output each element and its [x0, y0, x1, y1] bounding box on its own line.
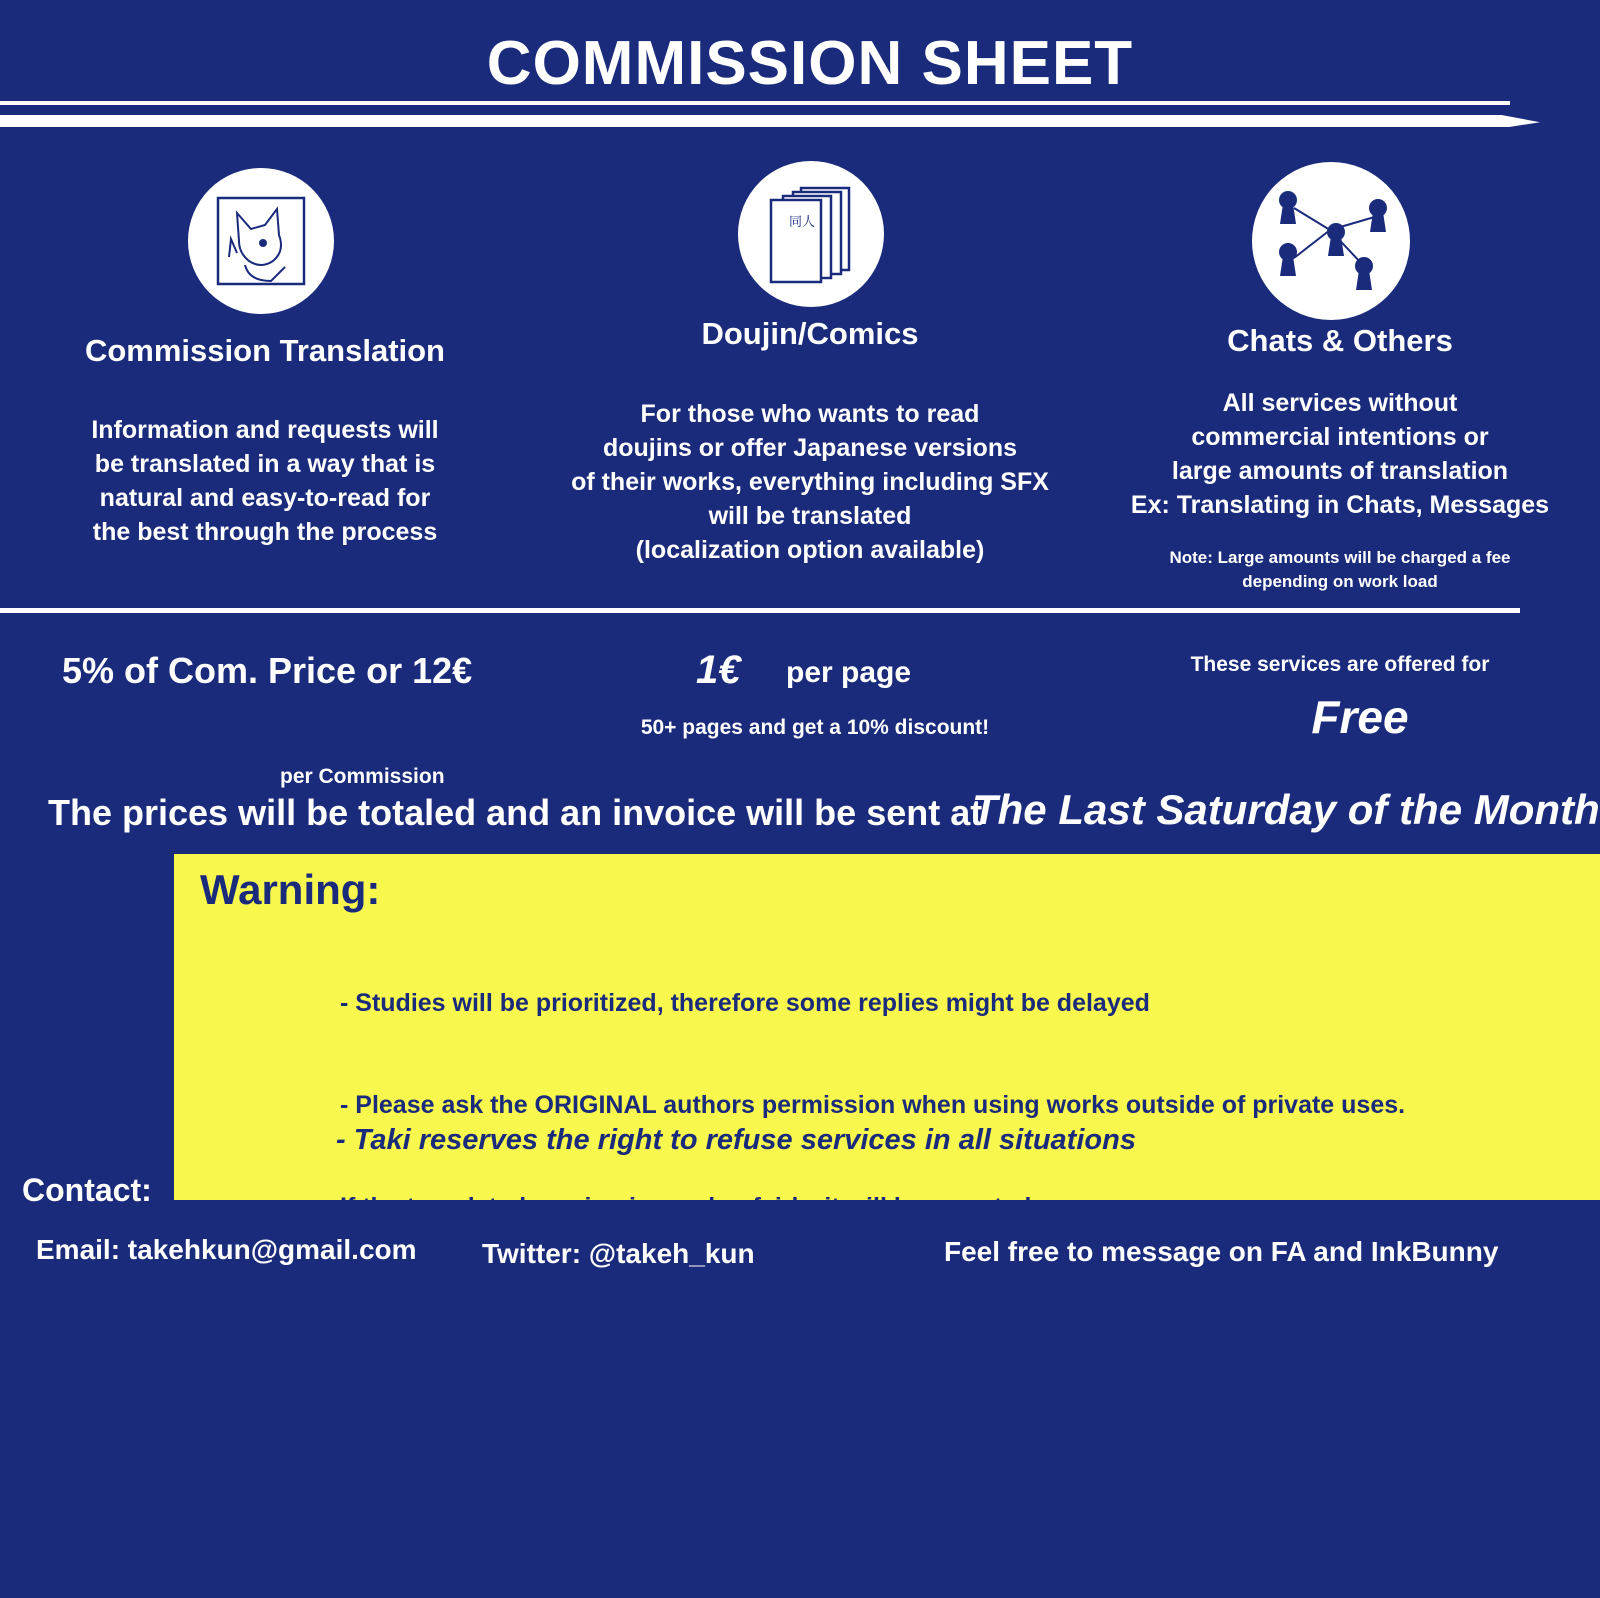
desc-line: Information and requests will — [91, 416, 439, 444]
desc-line: natural and easy-to-read for — [99, 484, 431, 512]
desc-line: commercial intentions or — [1191, 423, 1489, 451]
section-divider — [0, 608, 1520, 613]
desc-line: For those who wants to read — [640, 400, 980, 428]
desc-line: of their works, everything including SFX — [571, 468, 1049, 496]
network-nodes-icon — [1252, 162, 1410, 320]
doujin-cover-text: 同人 — [789, 215, 816, 230]
header-divider-bottom — [0, 115, 1540, 127]
contact-label: Contact: — [22, 1172, 152, 1208]
page-title: COMMISSION SHEET — [486, 29, 1134, 98]
desc-line: (localization option available) — [635, 536, 985, 564]
invoice-text: The prices will be totaled and an invoice will be sent at — [48, 792, 983, 833]
doujin-price: 1€ — [696, 648, 741, 692]
price-sub-line: per Commission — [280, 765, 445, 788]
free-price: Free — [1311, 691, 1409, 743]
desc-line: Ex: Translating in Chats, Messages — [1130, 491, 1550, 519]
warning-line: - I only have a High School Diploma (USA) and C1 Zertifikat for German. — [340, 1295, 1192, 1323]
warning-line: - Please ask the ORIGINAL authors permission when using works outside of private uses. — [340, 1091, 1406, 1119]
warning-final: - Taki reserves the right to refuse services in all situations — [336, 1124, 1136, 1156]
warning-title: Warning: — [200, 866, 381, 913]
desc-line: the best through the process — [92, 518, 438, 546]
warning-line: If professional translations are required, please ask a professional. — [340, 1397, 1135, 1425]
fox-character-icon — [188, 168, 334, 314]
commission-translation-desc — [40, 413, 490, 549]
contact-twitter[interactable]: Twitter: @takeh_kun — [482, 1238, 755, 1269]
desc-line: All services without — [1222, 389, 1458, 417]
chats-others-title: Chats & Others — [1227, 323, 1453, 358]
header-divider-top — [0, 101, 1510, 105]
desc-line: large amounts of translation — [1171, 457, 1509, 485]
chats-others-note — [1110, 546, 1570, 594]
commission-price: 5% of Com. Price or 12€ — [62, 650, 473, 691]
commission-translation-title: Commission Translation — [84, 333, 445, 368]
desc-line: be translated in a way that is — [94, 450, 436, 478]
desc-line: doujins or offer Japanese versions — [602, 434, 1017, 462]
contact-other: Feel free to message on FA and InkBunny — [944, 1236, 1499, 1267]
note-line: depending on work load — [1242, 572, 1438, 591]
doujin-price-unit: per page — [786, 656, 912, 689]
chats-others-desc — [1100, 386, 1580, 522]
doujin-comics-desc — [540, 397, 1080, 567]
invoice-date: The Last Saturday of the Month — [972, 786, 1600, 833]
note-line: Note: Large amounts will be charged a fee — [1169, 548, 1511, 567]
doujin-books-icon — [738, 161, 884, 307]
desc-line: will be translated — [708, 502, 912, 530]
doujin-discount: 50+ pages and get a 10% discount! — [640, 716, 990, 739]
warning-line: - Please complete payments through Paypal. — [340, 1499, 871, 1527]
contact-email[interactable]: Email: takehkun@gmail.com — [36, 1234, 417, 1265]
warning-line: - Studies will be prioritized, therefore some replies might be delayed — [340, 989, 1150, 1017]
free-intro: These services are offered for — [1190, 653, 1490, 676]
warning-line: If the translated version is used unfairly, it will be reported. — [340, 1193, 1039, 1221]
doujin-comics-title: Doujin/Comics — [701, 316, 919, 351]
